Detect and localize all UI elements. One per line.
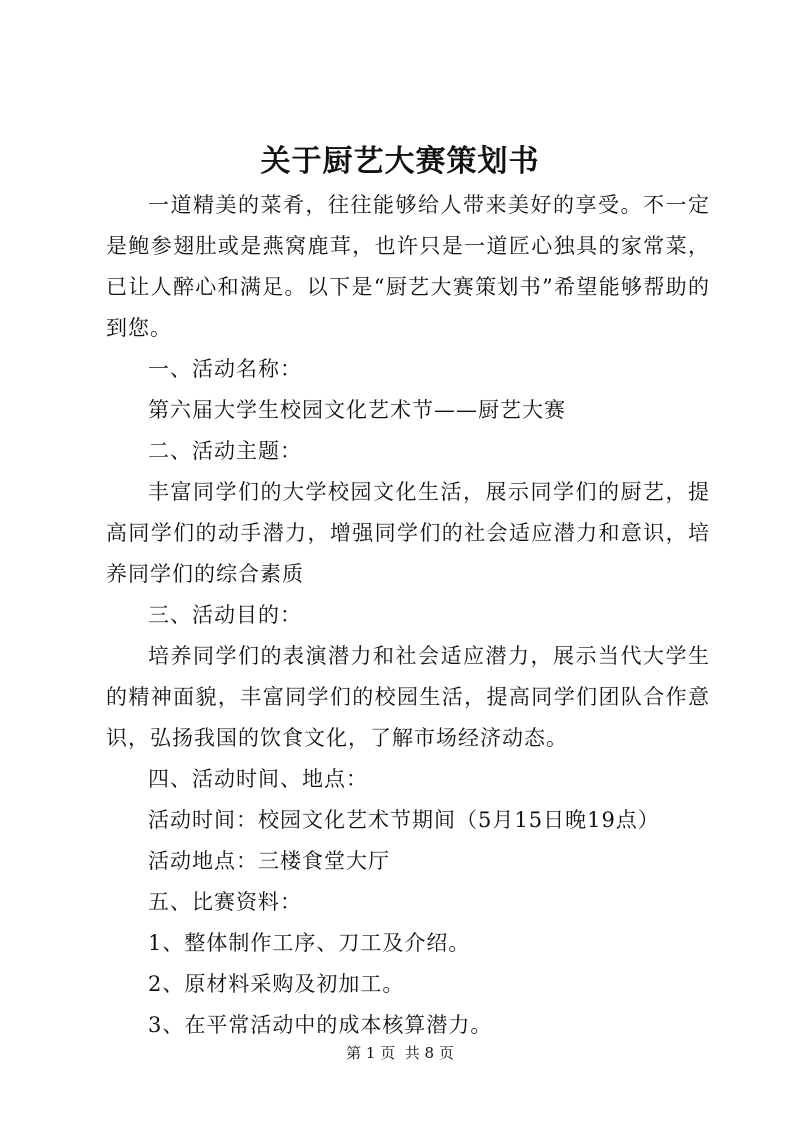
activity-name-text: 第六届大学生校园文化艺术节——厨艺大赛 (148, 398, 566, 422)
contest-item-2: 2、原材料采购及初加工。 (148, 972, 405, 996)
document-body (106, 185, 710, 1046)
document-title: 关于厨艺大赛策划书 (260, 144, 540, 179)
section-heading-activity-purpose: 三、活动目的： (148, 603, 302, 627)
section-heading-activity-name: 一、活动名称： (148, 357, 302, 381)
activity-purpose-text: 培养同学们的表演潜力和社会适应潜力，展示当代大学生的精神面貌，丰富同学们的校园生活，提高同学们团队合作意识，弘扬我国的饮食文化，了解市场经济动态。 (106, 644, 710, 750)
contest-item-3: 3、在平常活动中的成本核算潜力。 (148, 1013, 493, 1037)
page-number-label: 第 1 页 共 8 页 (346, 1044, 454, 1062)
intro-paragraph: 一道精美的菜肴，往往能够给人带来美好的享受。不一定是鲍参翅肚或是燕窝鹿茸，也许只是一道匠心独具的家常菜，已让人醉心和满足。以下是“厨艺大赛策划书”希望能够帮助的到您。 (106, 193, 710, 340)
activity-theme-text: 丰富同学们的大学校园文化生活，展示同学们的厨艺，提高同学们的动手潜力，增强同学们的社会适应潜力和意识，培养同学们的综合素质 (106, 480, 710, 586)
contest-item-1: 1、整体制作工序、刀工及介绍。 (148, 931, 471, 955)
section-heading-contest-material: 五、比赛资料： (148, 890, 302, 914)
page-footer (0, 1043, 800, 1063)
activity-time-text: 活动时间：校园文化艺术节期间（5月15日晚19点） (148, 808, 660, 832)
section-heading-time-place: 四、活动时间、地点： (148, 767, 368, 791)
section-heading-activity-theme: 二、活动主题： (148, 439, 302, 463)
activity-place-text: 活动地点：三楼食堂大厅 (148, 849, 390, 873)
